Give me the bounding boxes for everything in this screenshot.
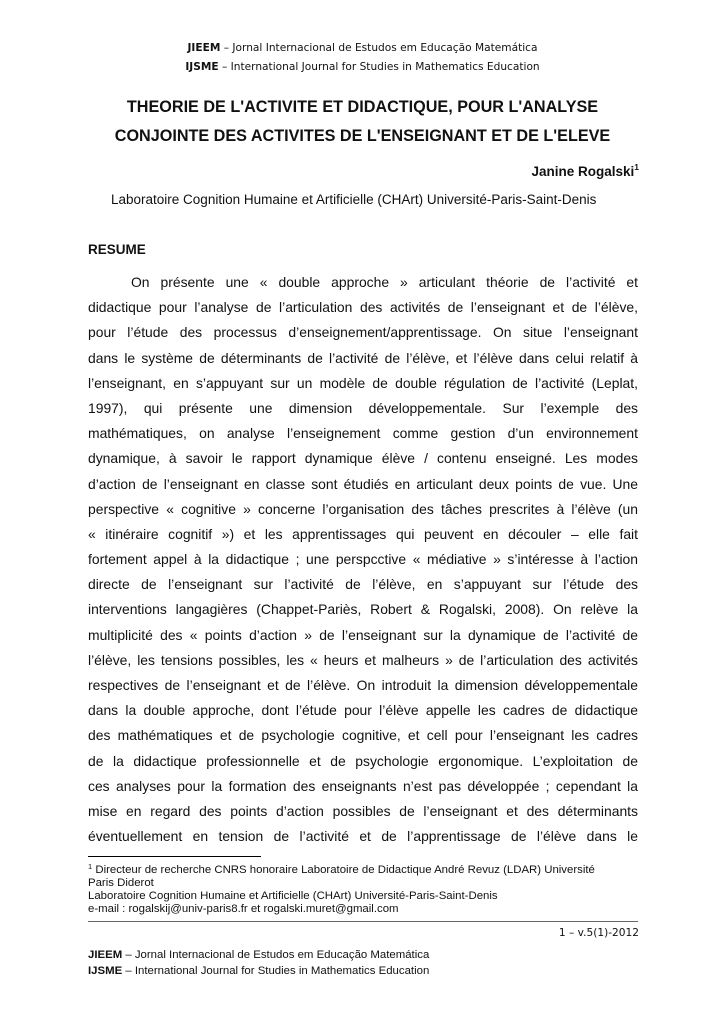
journal-name-en: – International Journal for Studies in Mathematics Education	[122, 965, 430, 977]
page-number: 1 – v.5(1)-2012	[558, 927, 639, 939]
footnote-line-text: Directeur de recherche CNRS honoraire Laboratoire de Didactique André Revuz (LDAR) Université	[92, 864, 595, 876]
abstract-line: directe de l’enseignant sur l’activité de l’élève, en s’appuyant sur l’étude des	[88, 576, 638, 593]
abstract-line: respectives de l’enseignant et de l’élève. On introduit la dimension développementale	[88, 677, 638, 693]
abstract-line: dans la double approche, dont l’étude pour l’élève appelle les cadres de didactique	[88, 702, 638, 719]
abstract-line: On présente une « double approche » articulant théorie de l’activité et	[131, 274, 638, 290]
abstract-line: dynamique, à savoir le rapport dynamique élève / contenu enseigné. Les modes	[88, 450, 638, 467]
abstract-line: ces analyses pour la formation des enseignants n’est pas développée ; cependant la	[88, 777, 638, 794]
journal-abbr-jieem: JIEEM	[88, 949, 123, 961]
paper-title-line-2: CONJOINTE DES ACTIVITES DE L'ENSEIGNANT ET DE L'ELEVE	[114, 127, 611, 145]
journal-name-en: – International Journal for Studies in Mathematics Education	[218, 61, 540, 73]
abstract-line: dans le système de déterminants de l’activité de l’élève, et l’élève dans celui relatif à	[88, 349, 638, 366]
footnote-separator	[88, 856, 261, 857]
abstract-line: mathématiques, on analyse l’enseignement comme gestion d’un environnement	[88, 425, 638, 442]
journal-abbr-ijsme: IJSME	[88, 965, 123, 977]
abstract-line: d’action de l’enseignant en classe sont étudiés en articulant deux points de vue. Une	[88, 475, 638, 492]
running-footer-line-1	[88, 949, 429, 962]
abstract-line: interventions langagières (Chappet-Pariès, Robert & Rogalski, 2008). On relève la	[88, 601, 638, 618]
footnote	[88, 864, 638, 916]
paper-title-line-1: THEORIE DE L'ACTIVITE ET DIDACTIQUE, POUR L'ANALYSE	[126, 98, 599, 116]
abstract-line: des mathématiques et de psychologie cognitive, et cell pour l’enseignant les cadres	[88, 727, 638, 744]
abstract-line: mise en regard des points d’action possibles de l’enseignant et des déterminants	[88, 802, 638, 819]
footnote-email-line: e-mail : rogalskij@univ-paris8.fr et rogalski.muret@gmail.com	[88, 903, 399, 915]
running-header-line-2	[0, 61, 725, 74]
abstract-line: pour l’étude des processus d’enseignement/apprentissage. On situe l’enseignant	[88, 324, 638, 341]
abstract-line: l’enseignant, en s’appuyant sur un modèle de double régulation de l’activité (Leplat,	[88, 374, 638, 391]
running-footer-line-2	[88, 965, 429, 978]
author-name	[531, 163, 639, 180]
abstract-line: l’élève, les tensions possibles, les « heurs et malheurs » de l’articulation des activités	[88, 651, 638, 668]
author-name-text: Janine Rogalski	[531, 164, 635, 179]
running-header-line-1	[0, 42, 725, 55]
author-affiliation: Laboratoire Cognition Humaine et Artificielle (CHArt) Université-Paris-Saint-Denis	[111, 192, 597, 207]
journal-abbr-ijsme: IJSME	[185, 61, 219, 73]
abstract-line: éventuellement en tension de l’activité et de l’apprentissage de l’élève dans le	[88, 828, 638, 845]
journal-abbr-jieem: JIEEM	[187, 42, 221, 54]
abstract-line: de la didactique professionnelle et de psychologie ergonomique. L’exploitation de	[88, 752, 638, 769]
abstract-line: 1997), qui présente une dimension développementale. Sur l’exemple des	[88, 399, 638, 416]
footnote-line: Paris Diderot	[88, 877, 154, 889]
footnote-line: Laboratoire Cognition Humaine et Artificielle (CHArt) Université-Paris-Saint-Denis	[88, 890, 498, 902]
abstract-body	[88, 274, 638, 853]
abstract-line: didactique pour l’analyse de l’articulation des activités de l’enseignant et de l’élève,	[88, 299, 638, 316]
abstract-heading: RESUME	[88, 242, 146, 257]
abstract-line: multiplicité des « points d’action » de l’enseignant sur la dynamique de l’activité de	[88, 626, 638, 643]
author-footnote-mark: 1	[634, 162, 639, 172]
footer-separator	[88, 921, 638, 922]
footnote-line	[88, 864, 638, 877]
footnote-mark: 1	[88, 862, 93, 871]
journal-name-pt: – Jornal Internacional de Estudos em Educação Matemática	[122, 949, 430, 961]
abstract-line: fortement appel à la didactique ; une perspcctive « médiative » s’intéresse à l’action	[88, 551, 638, 568]
abstract-line: perspective « cognitive » concerne l’organisation des tâches prescrites à l’élève (un	[88, 500, 638, 517]
journal-name-pt: – Jornal Internacional de Estudos em Educação Matemática	[220, 42, 538, 54]
abstract-line: « itinéraire cognitif ») et les apprentissages qui peuvent en découler – elle fait	[88, 525, 638, 542]
